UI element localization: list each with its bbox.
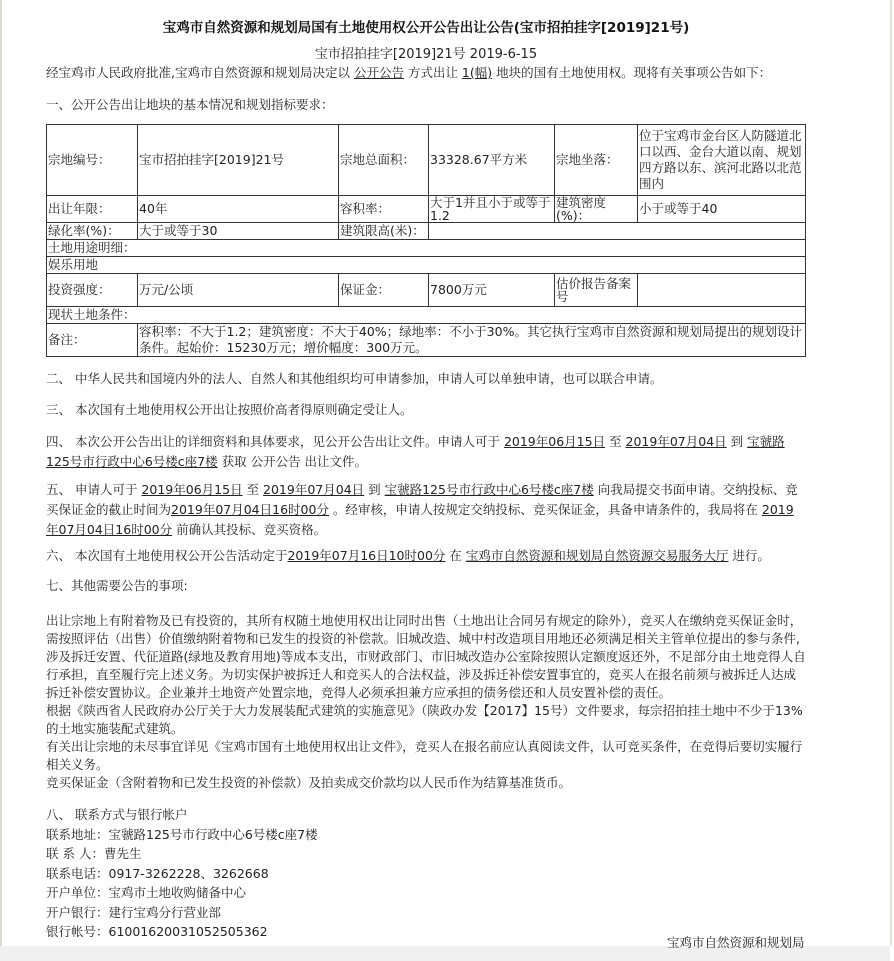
far-value: 大于1并且小于或等于1.2 [429,196,555,223]
page-title: 宝鸡市自然资源和规划局国有土地使用权公开公告出让公告(宝市招拍挂字[2019]21号) [162,20,690,36]
table-row [47,125,806,196]
height-limit-value [429,223,806,240]
document-number-date: 宝市招拍挂字[2019]21号 2019-6-15 [314,47,538,62]
far-label: 容积率： [339,196,429,223]
section-6 [46,546,806,566]
land-use-detail-value: 娱乐用地 [47,257,806,274]
account-unit: 开户单位：宝鸡市土地收购储备中心 [46,885,247,900]
contact-phone: 联系电话：0917-3262228、3262668 [46,865,269,881]
deposit-label: 保证金： [339,274,429,307]
section-4-text: 至 [605,434,626,449]
contact-heading: 八、 联系方式与银行帐户 [46,807,188,822]
green-label: 绿化率(%)： [47,223,138,240]
section-7-paragraph: 竞买保证金（含附着物和已发生投资的补偿款）及拍卖成交价款均以人民币作为结算基准货币。 [46,775,572,790]
remark-value: 容积率：不大于1.2；建筑密度：不大于40%；绿地率：不小于30%。其它执行宝鸡市自然资源和规划局提出的规划设计条件。起始价：15230万元；增价幅度：300万元。 [138,324,806,357]
section-7-paragraph: 有关出让宗地的未尽事宜详见《宝鸡市国有土地使用权出让文件》，竞买人在报名前应认真阅读文件，认可竞买条件，在竞得后要切实履行相关义务。 [46,739,803,772]
appraisal-value [638,274,806,307]
parcel-no-value: 宝市招拍挂字[2019]21号 [138,125,339,196]
section-4-text: 到 [726,434,748,449]
location-value: 位于宝鸡市金台区人防隧道北口以西、金台大道以南、规划四方路以东、滨河北路以北范围内 [638,125,806,196]
land-condition-label: 现状土地条件： [47,307,806,324]
section-5-text: 五、 申请人可于 [46,482,142,497]
section-4-text: 获取 公开公告 出让文件。 [217,454,368,469]
density-value: 小于或等于40 [638,196,806,223]
section-5-text: 至 [242,482,264,497]
area-label: 宗地总面积： [339,125,429,196]
contact-info [46,805,318,942]
intro-text: 地块的国有土地使用权。现将有关事项公告如下： [492,65,772,80]
qualification-confirm-time: 2019年07月04日16时00分 [46,502,794,537]
deposit-deadline: 2019年07月04日16时00分 [171,502,329,517]
application-start-date: 2019年06月15日 [141,482,243,497]
auction-time: 2019年07月16日10时00分 [287,548,446,563]
section-4-text: 四、 本次公开公告出让的详细资料和具体要求，见公开公告出让文件。申请人可于 [46,434,504,449]
term-label: 出让年限： [47,196,138,223]
table-row [47,257,806,274]
appraisal-label: 估价报告备案号 [555,274,638,307]
bank-account-number: 银行帐号：61001620031052505362 [46,924,268,939]
section-5-text: 。经审核，申请人按规定交纳投标、竞买保证金，具备申请条件的，我局将在 [328,502,762,517]
table-row [47,324,806,357]
section-7-paragraph: 根据《陕西省人民政府办公厅关于大力发展装配式建筑的实施意见》（陕政办发【2017】15号）文件要求，每宗招拍挂土地中不少于13%的土地实施装配式建筑。 [46,703,803,736]
intro-paragraph [46,63,771,81]
intro-text: 方式出让 [403,65,462,80]
deposit-value: 7800万元 [429,274,555,307]
section-7-heading: 七、其他需要公告的事项: [46,578,188,593]
parcel-info-table [46,124,806,357]
page-left-border [0,0,2,946]
intro-text: 经宝鸡市人民政府批准,宝鸡市自然资源和规划局决定以 [46,65,354,80]
issuer-signature: 宝鸡市自然资源和规划局 [667,935,805,950]
term-value: 40年 [138,196,339,223]
parcel-count: 1(幅) [461,65,493,80]
start-date: 2019年06月15日 [503,434,606,449]
land-use-detail-label: 土地用途明细： [47,240,806,257]
remark-label: 备注： [47,324,138,357]
investment-label: 投资强度： [47,274,138,307]
auction-venue: 宝鸡市自然资源和规划局自然资源交易服务大厅 [465,548,729,563]
table-row [47,240,806,257]
section-2: 二、 中华人民共和国境内外的法人、自然人和其他组织均可申请参加，申请人可以单独申请，也可以联合申请。 [46,371,663,386]
bank-name: 开户银行：建行宝鸡分行营业部 [46,904,222,920]
section-5-text: 前确认其投标、竞买资格。 [172,522,327,537]
height-limit-label: 建筑限高(米)： [339,223,429,240]
area-value: 33328.67平方米 [429,125,555,196]
page-right-border [890,0,892,946]
section-6-text: 进行。 [728,548,770,563]
contact-person: 联 系 人：曹先生 [46,846,142,861]
section-6-text: 六、 本次国有土地使用权公开公告活动定于 [46,548,288,563]
section-5-text: 向我局提交书面申请。交纳投标、竞买保证金的截止时间为 [46,482,798,517]
contact-address: 联系地址：宝虢路125号市行政中心6号楼c座7楼 [46,826,318,842]
transfer-method: 公开公告 [353,65,404,80]
section-7-paragraph: 出让宗地上有附着物及已有投资的，其所有权随土地使用权出让同时出售（土地出让合同另有规定的除外），竞买人在缴纳竞买保证金时，需按照评估（出售）价值缴纳附着物和已发生的投资的补偿款。旧城改造、城中村改造项目用地还必须满足相关主管单位提出的参与条件,涉及拆迁安置、代征道路(绿地及教育用地)等成本支出，市财政部门、市旧城改造办公室除按照认定额度返还外，不足部分由土地竞得人自行承担，直至履行完上述义务。为切实保护被拆迁人和竞买人的合法权益，涉及拆迁补偿安置事宜的，竞买人在报名前须与被拆迁人达成拆迁补偿安置协议。企业兼并土地资产处置宗地，竞得人必须承担兼方应承担的债务偿还和人员安置补偿的责任。 [46,613,806,700]
table-row [47,307,806,324]
section-7-body [46,612,806,792]
application-address: 宝虢路125号市行政中心6号楼c座7楼 [384,482,594,497]
section-1-heading: 一、公开公告出让地块的基本情况和规划指标要求： [46,97,334,112]
location-label: 宗地坐落： [555,125,638,196]
investment-value: 万元/公顷 [138,274,339,307]
density-label: 建筑密度(%)： [555,196,638,223]
section-3: 三、 本次国有土地使用权公开出让按照价高者得原则确定受让人。 [46,402,413,417]
section-5 [46,480,806,540]
green-value: 大于或等于30 [138,223,339,240]
table-row [47,223,806,240]
end-date: 2019年07月04日 [625,434,727,449]
table-row [47,196,806,223]
section-4 [46,432,806,472]
section-6-text: 在 [445,548,466,563]
table-row [47,274,806,307]
parcel-no-label: 宗地编号： [47,125,138,196]
section-5-text: 到 [364,482,385,497]
application-end-date: 2019年07月04日 [263,482,365,497]
document-pickup-address: 宝虢路125号市行政中心6号楼c座7楼 [46,434,785,469]
